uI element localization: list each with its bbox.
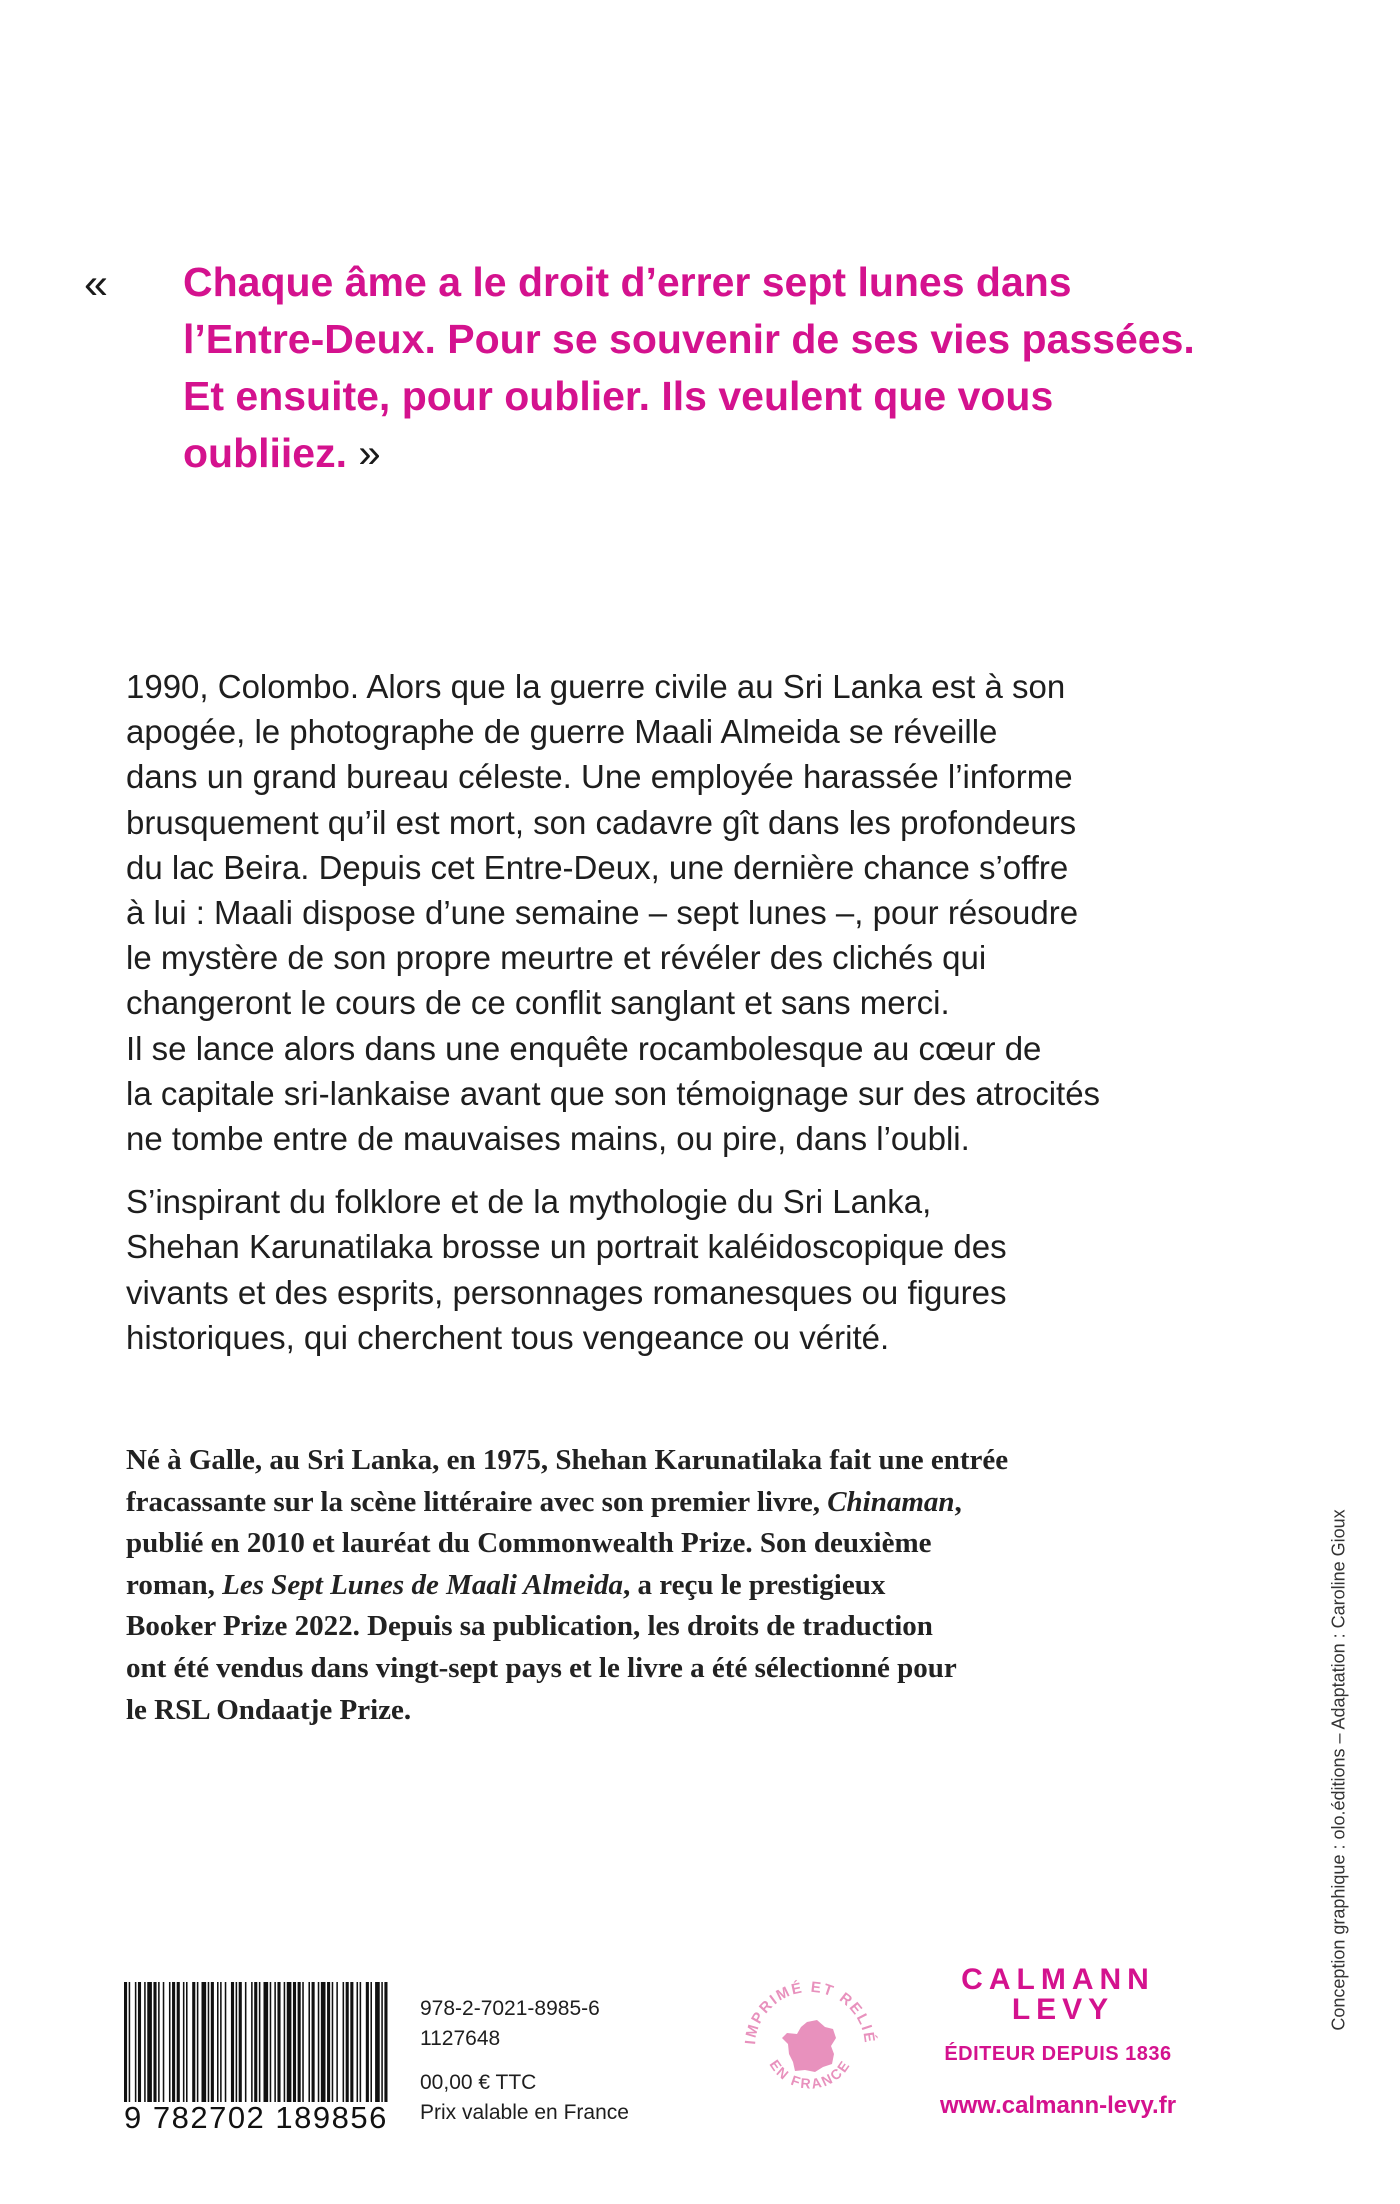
barcode-bar [183,1982,185,2102]
barcode-bar [384,1982,387,2102]
barcode-bar [274,1982,276,2102]
barcode-bar [124,1982,127,2102]
printed-in-france-stamp [735,1972,885,2122]
barcode-bar [357,1982,359,2102]
barcode-bar [343,1982,345,2102]
author-bio [126,1440,1166,1731]
barcode-bar [172,1982,175,2102]
barcode-bar [211,1982,214,2102]
barcode-bar [336,1982,338,2102]
barcode-bar [220,1982,222,2102]
barcode-bar [287,1982,292,2102]
barcode-bar [197,1982,199,2102]
barcode-bar [129,1982,131,2102]
france-map-icon [782,2020,836,2072]
barcode-bar [254,1982,257,2102]
barcode-bar [270,1982,272,2102]
barcode-bar [163,1982,165,2102]
barcode-bar [293,1982,296,2102]
bio-book-title-2: Les Sept Lunes de Maali Almeida [222,1568,624,1601]
barcode-bar [192,1982,195,2102]
design-credit: Conception graphique : olo.éditions – Adaptation : Caroline Gioux [1328,1509,1349,2031]
bio-text-b: , publié en 2010 et lauréat du Commonwealth Prize. Son deuxième roman, [126,1485,962,1601]
barcode-bar [245,1982,247,2102]
barcode-bar [158,1982,160,2102]
bio-text-a: Né à Galle, au Sri Lanka, en 1975, Shehan Karunatilaka fait une entrée fracassante sur la scène littéraire avec son premier livre, [126,1444,1009,1518]
barcode-bar [169,1982,171,2102]
barcode-bar [277,1982,280,2102]
barcode [124,1982,389,2102]
barcode-bar [138,1982,141,2102]
barcode-bar [318,1982,320,2102]
barcode-bar [177,1982,180,2102]
bio-text-c: , a reçu le prestigieux Booker Prize 2022. Depuis sa publication, les droits de traduction ont été vendus dans vingt-sept pays et le livre a été sélectionné pour le RSL Ondaatje Prize. [126,1568,957,1726]
synopsis [126,664,1186,1378]
quote-close-mark: » [358,432,381,476]
barcode-bar [264,1982,269,2102]
pull-quote [78,254,1198,483]
quote-text-block [183,254,1198,483]
barcode-bar [186,1982,188,2102]
barcode-bar [208,1982,210,2102]
barcode-bar [135,1982,137,2102]
barcode-bar [321,1982,326,2102]
isbn-number: 978-2-7021-8985-6 [420,1997,600,2020]
publisher-name-line-1: CALMANN [961,1963,1155,1996]
barcode-bar [298,1982,301,2102]
publisher-name-line-2: LEVY [1011,1993,1115,2026]
stamp-bottom-text: EN FRANCE [766,2056,854,2092]
barcode-bar [346,1982,349,2102]
barcode-bar [259,1982,261,2102]
publisher-logo [918,1965,1198,2120]
barcode-bar [147,1982,152,2102]
product-code: 1127648 [420,2027,501,2050]
publisher-name [918,1965,1198,2025]
publisher-since: ÉDITEUR DEPUIS 1836 [944,2043,1172,2065]
synopsis-paragraph-1: 1990, Colombo. Alors que la guerre civile au Sri Lanka est à son apogée, le photographe de guerre Maali Almeida se réveille dans un grand bureau céleste. Une employée harassée l’informe brusquement qu’il est mort, son cadavre gît dans les profondeurs du lac Beira. Depuis cet Entre-Deux, une dernière chance s’offre à lui : Maali dispose d’une semaine – sept lunes –, pour résoudre le mystère de son propre meurtre et révéler des clichés qui changeront le cours de ce conflit sanglant et sans merci. Il se lance alors dans une enquête rocambolesque au cœur de la capitale sri-lankaise avant que son témoignage sur des atrocités ne tombe entre de mauvaises mains, ou pire, dans l’oubli. [126,668,1101,1158]
barcode-bar [366,1982,369,2102]
barcode-bar [236,1982,238,2102]
barcode-bar [217,1982,219,2102]
barcode-bar [327,1982,330,2102]
quote-text: Chaque âme a le droit d’errer sept lunes dans l’Entre-Deux. Pour se souvenir de ses vies passées. Et ensuite, pour oublier. Ils veulent que vous oubliiez. [183,259,1195,476]
barcode-bar [312,1982,315,2102]
isbn-block [420,1994,629,2128]
price-validity: Prix valable en France [420,2101,629,2124]
barcode-bar [239,1982,242,2102]
barcode-bar [360,1982,362,2102]
barcode-bar [284,1982,286,2102]
barcode-bar [251,1982,253,2102]
quote-open-mark: « [84,260,108,308]
bio-book-title-1: Chinaman [827,1485,955,1518]
barcode-bar [375,1982,380,2102]
barcode-bar [370,1982,372,2102]
barcode-digits: 9 782702 189856 [124,2100,388,2135]
barcode-bar [302,1982,304,2102]
price: 00,00 € TTC [420,2071,537,2094]
publisher-website[interactable]: www.calmann-levy.fr [939,2092,1177,2119]
barcode-bar [202,1982,207,2102]
barcode-bar [144,1982,146,2102]
barcode-bar [332,1982,334,2102]
barcode-bar [153,1982,156,2102]
barcode-bar [350,1982,353,2102]
synopsis-paragraph-2: S’inspirant du folklore et de la mythologie du Sri Lanka, Shehan Karunatilaka brosse un portrait kaléidoscopique des vivants et des esprits, personnages romanesques ou figures historiques, qui cherchent tous vengeance ou vérité. [126,1183,1007,1356]
barcode-bar [308,1982,310,2102]
barcode-bar [225,1982,227,2102]
barcode-bar [231,1982,234,2102]
barcode-bar [381,1982,383,2102]
stamp-top-text: IMPRIMÉ ET RELIÉ [742,1978,879,2046]
